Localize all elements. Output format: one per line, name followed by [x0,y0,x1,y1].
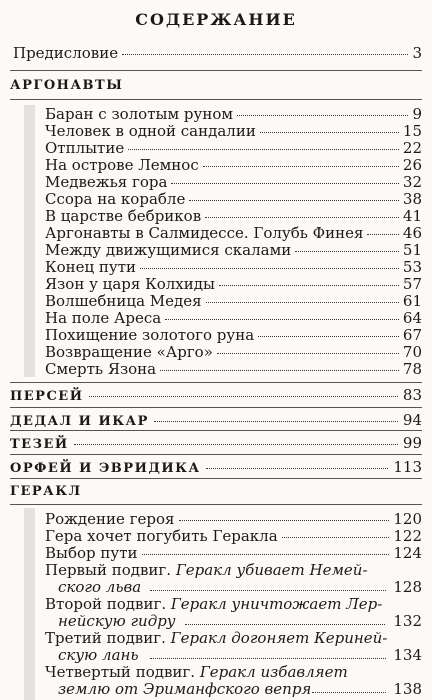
toc-entry[interactable] [45,140,422,156]
leader-dots [217,353,399,354]
toc-entry[interactable] [45,344,422,360]
entry-page: 122 [393,527,422,545]
entry-label: Четвертый подвиг. [45,663,196,681]
leader-dots [171,183,398,184]
entry-label: Второй подвиг. [45,595,167,613]
entry-label: Волшебница Медея [45,293,202,309]
entry-label: Конец пути [45,259,137,275]
divider [10,99,422,100]
entry-label: Смерть Язона [45,361,157,377]
entry-label: Возвращение «Арго» [45,344,213,360]
entry-label: Отплытие [45,140,125,156]
entry-label: В царстве бебриков [45,208,202,224]
entry-page: 99 [402,434,422,452]
toc-entry[interactable] [45,310,422,326]
section-heading-argonauts: АРГОНАВТЫ [10,78,124,93]
divider [10,454,422,455]
leader-dots [140,268,399,269]
leader-dots [74,444,398,445]
toc-entry-orpheus[interactable] [10,459,422,477]
entry-label: На острове Лемнос [45,157,199,173]
entry-page: 22 [402,139,422,157]
entry-page: 64 [402,309,422,327]
entry-page: 113 [393,458,422,476]
section-label: ДЕДАЛ И ИКАР [10,414,149,429]
entry-label: Медвежья гора [45,174,168,190]
entry-label: Первый подвиг. [45,561,172,579]
entry-page: 26 [402,156,422,174]
entry-page: 3 [412,44,422,62]
toc-entry[interactable] [45,293,422,309]
entry-line [58,647,139,663]
section-heading-heracles: ГЕРАКЛ [10,484,82,499]
section-label: ТЕЗЕЙ [10,437,69,452]
entry-page: 53 [402,258,422,276]
section-bar [24,508,35,700]
entry-line [58,613,176,629]
leader-dots [219,285,399,286]
divider [10,478,422,479]
divider [10,382,422,383]
leader-dots [122,54,408,55]
leader-dots [312,692,386,693]
toc-entry[interactable] [45,174,422,190]
entry-page: 78 [402,360,422,378]
entry-page: 32 [402,173,422,191]
entry-label: Похищение золотого руна [45,327,255,343]
leader-dots [206,302,399,303]
entry-page: 41 [402,207,422,225]
entry-line [45,562,368,578]
toc-entry[interactable] [45,157,422,173]
toc-entry-perseus[interactable] [10,387,422,405]
section-label: ОРФЕЙ И ЭВРИДИКА [10,461,201,476]
entry-page: 83 [402,386,422,404]
entry-label: Предисловие [13,45,119,61]
divider [10,504,422,505]
entry-label: Язон у царя Колхиды [45,276,215,292]
entry-line [45,630,387,646]
entry-subtitle-cont: нейскую гидру [58,612,176,630]
toc-entry[interactable] [45,259,422,275]
entry-subtitle-cont: ского льва [58,578,142,596]
leader-dots [142,554,390,555]
toc-entry[interactable] [45,528,422,544]
toc-entry[interactable] [45,545,422,561]
entry-page: 128 [393,578,422,596]
entry-label: Гера хочет погубить Геракла [45,528,278,544]
toc-entry[interactable] [45,191,422,207]
divider [10,430,422,431]
leader-dots [206,468,389,469]
leader-dots [295,251,399,252]
entry-subtitle: Геракл уничтожает Лер- [170,595,383,613]
section-label: ПЕРСЕЙ [10,389,84,404]
entry-label: На поле Ареса [45,310,162,326]
leader-dots [185,624,385,625]
entry-page: 46 [402,224,422,242]
entry-line [45,664,348,680]
entry-label: Баран с золотым руном [45,106,234,122]
leader-dots [89,396,398,397]
entry-label: Аргонавты в Салмидессе. Голубь Финея [45,225,364,241]
entry-page: 124 [393,544,422,562]
entry-page: 70 [402,343,422,361]
leader-dots [165,319,399,320]
entry-subtitle: Геракл догоняет Кериней- [170,629,388,647]
entry-page: 9 [412,105,422,123]
entry-line [58,681,311,697]
entry-page: 51 [402,241,422,259]
leader-dots [282,537,390,538]
toc-entry[interactable] [45,361,422,377]
entry-label: Выбор пути [45,545,138,561]
entry-page: 138 [393,680,422,698]
section-bar [24,105,35,377]
leader-dots [160,370,399,371]
entry-subtitle: Геракл избавляет [199,663,348,681]
leader-dots [205,217,399,218]
toc-entry[interactable] [45,242,422,258]
toc-entry[interactable] [45,276,422,292]
entry-label: Человек в одной сандалии [45,123,256,139]
toc-entry[interactable] [45,106,422,122]
entry-page: 132 [393,612,422,630]
toc-entry[interactable] [45,123,422,139]
leader-dots [189,200,399,201]
leader-dots [154,421,398,422]
entry-label: Третий подвиг. [45,629,166,647]
entry-line [58,579,141,595]
toc-entry[interactable] [45,225,422,241]
entry-page: 94 [402,411,422,429]
entry-subtitle-cont: скую лань [58,646,139,664]
leader-dots [203,166,399,167]
entry-page: 15 [402,122,422,140]
entry-page: 57 [402,275,422,293]
leader-dots [258,336,399,337]
entry-page: 120 [393,510,422,528]
toc-entry-daedalus[interactable] [10,412,422,430]
entry-page: 38 [402,190,422,208]
entry-label: Рождение героя [45,511,175,527]
leader-dots [367,234,398,235]
leader-dots [260,132,399,133]
leader-dots [150,590,386,591]
entry-subtitle: Геракл убивает Немей- [175,561,368,579]
entry-page: 61 [402,292,422,310]
leader-dots [150,658,386,659]
page-title: СОДЕРЖАНИЕ [135,10,297,29]
entry-label: Между движущимися скалами [45,242,292,258]
leader-dots [128,149,399,150]
divider [10,70,422,71]
toc-entry[interactable] [45,208,422,224]
entry-line [45,596,382,612]
toc-entry-theseus[interactable] [10,435,422,453]
toc-entry[interactable] [45,511,422,527]
entry-subtitle-cont: землю от Эриманфского вепря [58,680,312,698]
leader-dots [179,520,390,521]
entry-label: Ссора на корабле [45,191,186,207]
entry-page: 67 [402,326,422,344]
leader-dots [237,115,408,116]
divider [10,407,422,408]
entry-page: 134 [393,646,422,664]
toc-entry-preface[interactable] [13,45,422,61]
toc-entry[interactable] [45,327,422,343]
